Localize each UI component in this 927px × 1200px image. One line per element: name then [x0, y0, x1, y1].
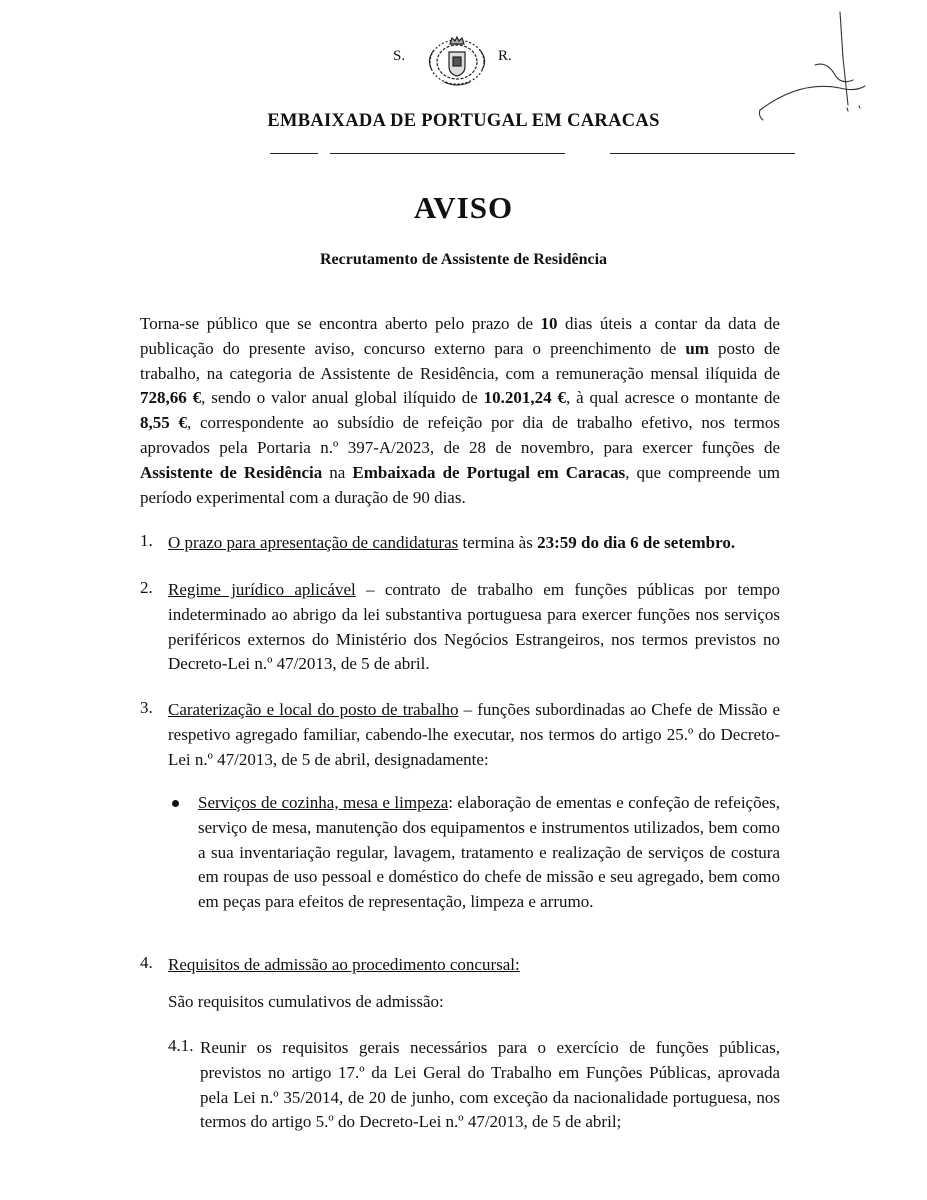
item-number: 3. — [140, 698, 153, 717]
item-3-text: Caraterização e local do posto de trabalho – funções subordinadas ao Chefe de Missão e respetivo agregado familiar, cabendo-lhe executar, nos termos do artigo 25.º do Decreto-Lei n.º 47/2013, de 5 de abril, designadamente: — [168, 700, 781, 769]
sub-item-number: 4.1. — [168, 1036, 194, 1055]
header-divider — [270, 153, 318, 154]
header-divider — [330, 153, 565, 154]
header-letter-s: S. — [393, 48, 406, 64]
item-4-heading: Requisitos de admissão ao procedimento concursal: — [168, 955, 520, 974]
sub-item-4-1-text: Reunir os requisitos gerais necessários para o exercício de funções públicas, previstos no artigo 17.º da Lei Geral do Trabalho em Funções Públicas, aprovada pela Lei n.º 35/2014, de 20 de junho, com exceção da nacionalidade portuguesa, nos termos do artigo 5.º do Decreto-Lei n.º 47/2013, de 5 de abril; — [200, 1038, 780, 1132]
bullet-point — [172, 800, 179, 807]
embassy-name: EMBAIXADA DE PORTUGAL EM CARACAS — [267, 111, 660, 131]
header-letter-r: R. — [498, 48, 512, 64]
coat-of-arms-emblem — [422, 30, 492, 88]
item-number: 4. — [140, 953, 153, 972]
document-subtitle: Recrutamento de Assistente de Residência — [319, 251, 608, 268]
item-1-text: O prazo para apresentação de candidaturas termina às 23:59 do dia 6 de setembro. — [168, 533, 736, 552]
item-2-text: Regime jurídico aplicável – contrato de trabalho em funções públicas por tempo indeterminado ao abrigo da lei substantiva portuguesa para exercer funções nos serviços periféricos externos do Ministério dos Negócios Estrangeiros, nos termos previstos no Decreto-Lei n.º 47/2013, de 5 de abril. — [168, 580, 780, 674]
item-number: 2. — [140, 578, 153, 597]
item-number: 1. — [140, 531, 153, 550]
document-title: AVISO — [413, 190, 514, 225]
item-4-intro: São requisitos cumulativos de admissão: — [168, 992, 444, 1011]
header-divider — [610, 153, 795, 154]
item-3-bullet-text: Serviços de cozinha, mesa e limpeza: elaboração de ementas e confeção de refeições, serviço de mesa, manutenção dos equipamentos e instrumentos utilizados, bem como a sua inventariação regular, lavagem, tratamento e realização de serviços de costura em roupas de uso pessoal e doméstico do chefe de missão e seu agregado, bem como em peças para efeitos de representação, limpeza e arrumo. — [198, 793, 780, 912]
intro-paragraph: Torna-se público que se encontra aberto pelo prazo de 10 dias úteis a contar da data de publicação do presente aviso, concurso externo para o preenchimento de um posto de trabalho, na categoria de Assistente de Residência, com a remuneração mensal ilíquida de 728,66 €, sendo o valor anual global ilíquido de 10.201,24 €, à qual acresce o montante de 8,55 €, correspondente ao subsídio de refeição por dia de trabalho efetivo, nos termos aprovados pela Portaria n.º 397-A/2023, de 28 de novembro, para exercer funções de Assistente de Residência na Embaixada de Portugal em Caracas, que compreende um período experimental com a duração de 90 dias. — [140, 314, 781, 507]
